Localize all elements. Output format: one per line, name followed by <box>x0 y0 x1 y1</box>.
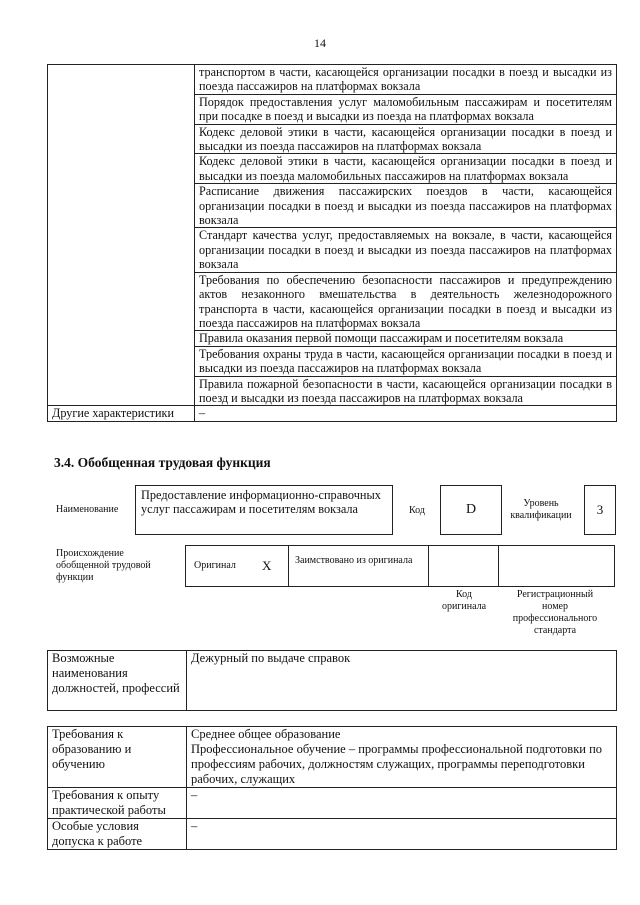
code-label: Код <box>409 505 425 516</box>
reg-number-caption: Регистрационный номер профессионального стандарта <box>512 589 598 636</box>
table-cell: Кодекс деловой этики в части, касающейся организации посадки в поезд и высадки из поезда маломобильных пассажиров на платформах вокзала <box>195 154 617 184</box>
function-name-value: Предоставление информационно-справочных услуг пассажирам и посетителям вокзала <box>141 488 381 516</box>
experience-label: Требования к опыту практической работы <box>48 788 187 819</box>
other-characteristics-label: Другие характеристики <box>48 406 195 421</box>
code-box <box>440 485 502 535</box>
table-row <box>48 651 617 711</box>
education-line-1: Среднее общее образование <box>191 727 341 741</box>
name-label: Наименование <box>56 504 119 515</box>
table-cell: Требования охраны труда в части, касающейся организации посадки в поезд и высадки из поезда пассажиров на платформах вокзала <box>195 346 617 376</box>
table-cell: транспортом в части, касающейся организации посадки в поезд и высадки из поезда пассажиров на платформах вокзала <box>195 65 617 95</box>
original-label: Оригинал <box>194 560 236 571</box>
positions-table <box>47 650 617 711</box>
table-cell: Правила оказания первой помощи пассажирам и посетителям вокзала <box>195 331 617 346</box>
positions-label: Возможные наименования должностей, профессий <box>48 651 187 711</box>
borrowed-label: Заимствовано из оригинала <box>295 555 413 566</box>
education-label: Требования к образованию и обучению <box>48 727 187 788</box>
education-value <box>187 727 617 788</box>
level-value: 3 <box>596 502 604 517</box>
special-conditions-label: Особые условия допуска к работе <box>48 819 187 850</box>
other-characteristics-value: – <box>195 406 617 421</box>
experience-value: – <box>187 788 617 819</box>
table-row <box>48 65 617 95</box>
knowledge-table <box>47 64 617 422</box>
level-label: Уровень квалификации <box>510 498 572 521</box>
education-line-2: Профессиональное обучение – программы профессиональной подготовки по профессиям рабочих, должностям служащих, программы переподготовки рабочих, служащих <box>191 742 603 786</box>
table-row <box>48 788 617 819</box>
table-cell: Кодекс деловой этики в части, касающейся организации посадки в поезд и высадки из поезда пассажиров на платформах вокзала <box>195 124 617 154</box>
label-cell-empty <box>48 65 195 406</box>
table-row <box>48 406 617 421</box>
table-cell: Требования по обеспечению безопасности пассажиров и предупреждению актов незаконного вмешательства в деятельность железнодорожного транспорта в части, касающейся организации посадки в поезд и высадки из поезда пассажиров на платформах вокзала <box>195 272 617 331</box>
table-cell: Расписание движения пассажирских поездов в части, касающейся организации посадки в поезд и высадки из поезда пассажиров на платформах вокзала <box>195 184 617 228</box>
section-title: 3.4. Обобщенная трудовая функция <box>54 455 271 470</box>
table-cell: Правила пожарной безопасности в части, касающейся организации посадки в поезд и высадки из поезда пассажиров на платформах вокзала <box>195 376 617 406</box>
origin-boxes <box>185 545 615 587</box>
special-conditions-value: – <box>187 819 617 850</box>
page-number: 14 <box>314 36 326 50</box>
code-original-caption: Код оригинала <box>441 589 487 612</box>
function-name-box <box>135 485 393 535</box>
origin-label: Происхождение обобщенной трудовой функции <box>56 548 151 583</box>
requirements-table <box>47 726 617 850</box>
code-value: D <box>465 502 477 517</box>
table-row <box>48 819 617 850</box>
table-row <box>48 727 617 788</box>
level-box <box>584 485 616 535</box>
positions-value: Дежурный по выдаче справок <box>187 651 617 711</box>
original-mark: X <box>262 558 272 573</box>
table-cell: Порядок предоставления услуг маломобильным пассажирам и посетителям при посадке в поезд и высадки из поезда на платформах вокзала <box>195 94 617 124</box>
table-cell: Стандарт качества услуг, предоставляемых на вокзале, в части, касающейся организации посадки в поезд и высадки из поезда пассажиров на платформах вокзала <box>195 228 617 272</box>
